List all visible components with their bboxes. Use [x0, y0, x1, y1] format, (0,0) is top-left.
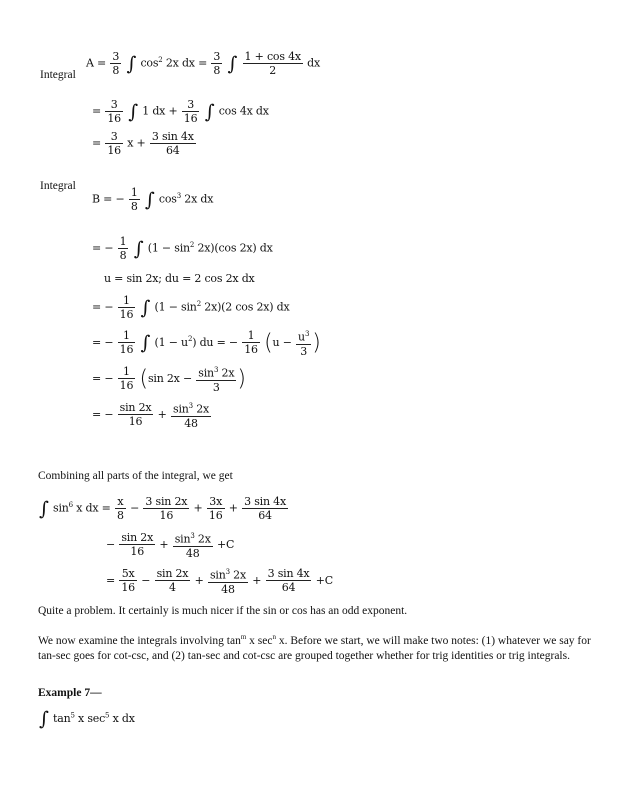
examine-paragraph: We now examine the integrals involving $\tan^m x$ $\sec^n x$. Before we start, we will make two notes: (1) whatever we say for tan-sec goes for cot-csc, and (2) tan-sec and cot-csc are grouped together whether for trig identities or trig integrals.: [38, 633, 591, 663]
equation-b7: = − $\frac{\sin 2x}{16}$ + $\frac{\sin^3 2x}{48}$: [92, 401, 210, 430]
equation-a3: = $\frac{3}{16}$ x + $\frac{3 \sin 4x}{64}$: [92, 130, 194, 157]
problem-text: Quite a problem. It certainly is much nicer if the sin or cos has an odd exponent.: [38, 605, 408, 617]
integral-a-label: Integral: [40, 69, 76, 81]
equation-a2: = $\frac{3}{16}$ ∫ 1 dx + $\frac{3}{16}$ ∫ cos 4x dx: [92, 98, 269, 125]
equation-a1: A = $\frac{3}{8}$ ∫ $\cos^2 2x$ dx = $\frac{3}{8}$ ∫ $\frac{1 + \cos 4x}{2}$ dx: [86, 50, 321, 77]
combining-text: Combining all parts of the integral, we get: [38, 470, 233, 482]
example-heading: Example 7—: [38, 687, 102, 699]
equation-b2: = − $\frac{1}{8}$ ∫ $(1 - \sin^2 2x)(\cos$ 2x) dx: [92, 235, 273, 262]
equation-b3: u = sin 2x; du = 2 cos 2x dx: [104, 272, 255, 285]
equation-c3: = $\frac{5x}{16}$ − $\frac{\sin 2x}{4}$ + $\frac{\sin^3 2x}{48}$ + $\frac{3 \sin 4x}{64}$ +C: [106, 567, 333, 596]
equation-c1: ∫ $\sin^6 x$ dx = $\frac{x}{8}$ − $\frac{3 \sin 2x}{16}$ + $\frac{3x}{16}$ + $\frac{3 \sin 4x}{64}$: [39, 495, 286, 522]
equation-c2: − $\frac{\sin 2x}{16}$ + $\frac{\sin^3 2x}{48}$ +C: [106, 531, 235, 560]
equation-b1: B = − $\frac{1}{8}$ ∫ $\cos^3 2x$ dx: [92, 186, 214, 213]
example-expression: ∫ $\tan^5 x$ $\sec^5 x$ dx: [39, 708, 135, 730]
equation-b5: = − $\frac{1}{16}$ ∫ $(1 - u^2)$ du = − $\frac{1}{16}$ (u − $\frac{u^3}{3}$ ): [92, 329, 321, 358]
equation-b6: = − $\frac{1}{16}$ (sin 2x − $\frac{\sin^3 2x}{3}$ ): [92, 365, 246, 394]
integral-b-label: Integral: [40, 180, 76, 192]
equation-b4: = − $\frac{1}{16}$ ∫ $(1 - \sin^2 2x)(2$ cos 2x) dx: [92, 294, 290, 321]
